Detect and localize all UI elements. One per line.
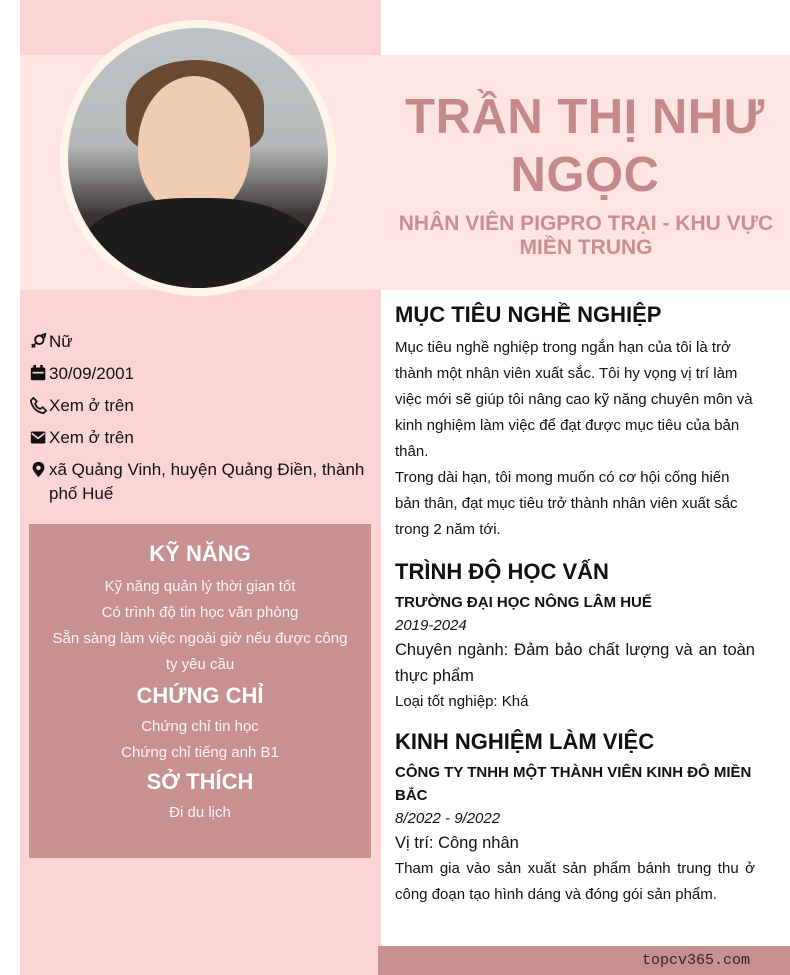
calendar-icon xyxy=(30,365,49,382)
birthday-value: 30/09/2001 xyxy=(49,364,135,383)
education-period: 2019-2024 xyxy=(395,617,467,634)
footer-bar xyxy=(378,946,790,975)
certificate-item: Chứng chỉ tin học xyxy=(141,718,259,735)
experience-description: Tham gia vào sản xuất sản phẩm bánh trung thu ở công đoạn tạo hình dáng và đóng gói sản phẩm. xyxy=(395,860,755,903)
email-value: Xem ở trên xyxy=(49,428,134,447)
hobbies-heading: SỞ THÍCH xyxy=(146,769,254,794)
objective-paragraph: Trong dài hạn, tôi mong muốn có cơ hội cống hiến bản thân, đạt mục tiêu trở thành nhân viên xuất sắc trong 2 năm tới. xyxy=(395,469,738,538)
skills-heading: KỸ NĂNG xyxy=(149,541,251,566)
main-content xyxy=(395,300,755,908)
skill-item: Kỹ năng quản lý thời gian tốt xyxy=(104,578,296,595)
phone-value: Xem ở trên xyxy=(49,396,134,415)
certificates-heading: CHỨNG CHỈ xyxy=(136,683,264,708)
skill-item: Sẵn sàng làm việc ngoài giờ nếu được công ty yêu cầu xyxy=(52,630,348,673)
contact-birthday xyxy=(30,362,375,386)
contact-email xyxy=(30,426,375,450)
candidate-name: TRẦN THỊ NHƯ NGỌC xyxy=(405,90,765,202)
objective-heading: MỤC TIÊU NGHỀ NGHIỆP xyxy=(395,302,662,327)
education-grade: Loại tốt nghiệp: Khá xyxy=(395,693,529,710)
avatar-face-shape xyxy=(138,76,250,216)
gender-value: Nữ xyxy=(49,332,73,351)
phone-icon xyxy=(30,397,49,414)
experience-heading: KINH NGHIỆM LÀM VIỆC xyxy=(395,729,655,754)
job-title: NHÂN VIÊN PIGPRO TRẠI - KHU VỰC MIỀN TRUNG xyxy=(398,212,774,259)
education-heading: TRÌNH ĐỘ HỌC VẤN xyxy=(395,559,609,584)
experience-position: Vị trí: Công nhân xyxy=(395,834,519,852)
experience-period: 8/2022 - 9/2022 xyxy=(395,810,501,827)
address-value: xã Quảng Vinh, huyện Quảng Điền, thành phố Huế xyxy=(49,460,365,503)
email-icon xyxy=(30,429,49,446)
company-name: CÔNG TY TNHH MỘT THÀNH VIÊN KINH ĐÔ MIỀN BẮC xyxy=(395,764,752,804)
contact-gender xyxy=(30,330,375,354)
hobby-item: Đi du lịch xyxy=(169,804,231,821)
skills-box xyxy=(29,524,371,858)
watermark: topcv365.com xyxy=(641,952,750,969)
school-name: TRƯỜNG ĐẠI HỌC NÔNG LÂM HUẾ xyxy=(395,594,652,611)
avatar-jacket-shape xyxy=(78,198,318,288)
contact-list xyxy=(30,330,375,514)
skill-item: Có trình độ tin học văn phòng xyxy=(101,604,299,621)
avatar xyxy=(68,28,328,288)
education-major: Chuyên ngành: Đảm bảo chất lượng và an toàn thực phẩm xyxy=(395,641,755,685)
contact-address xyxy=(30,458,375,506)
location-icon xyxy=(30,461,49,478)
contact-phone xyxy=(30,394,375,418)
objective-paragraph: Mục tiêu nghề nghiệp trong ngắn hạn của tôi là trở thành một nhân viên xuất sắc. Tôi hy vọng vị trí làm việc mới sẽ giúp tôi nâng cao kỹ năng chuyên môn và kinh nghiệm làm việc để đạt được mục tiêu của bản thân. xyxy=(395,339,753,460)
gender-icon xyxy=(30,333,49,350)
certificate-item: Chứng chỉ tiếng anh B1 xyxy=(121,744,279,761)
